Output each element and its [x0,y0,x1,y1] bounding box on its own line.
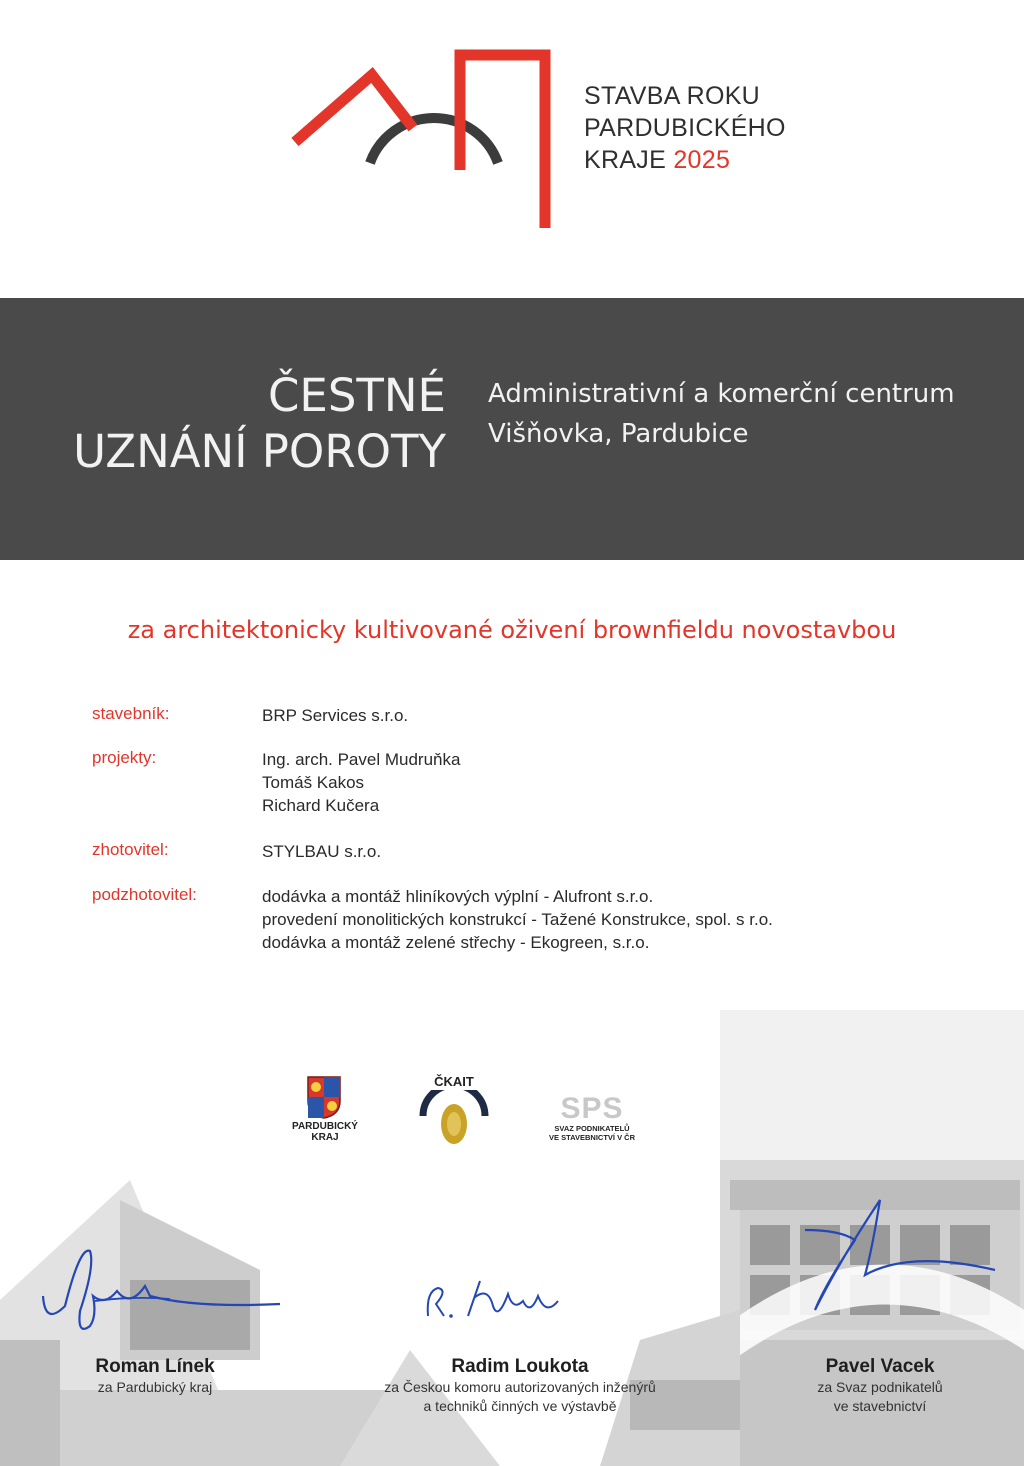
award-title-line1: ČESTNÉ [267,369,446,422]
subcontractor-2: provedení monolitických konstrukcí - Tažené Konstrukce, spol. s r.o. [262,910,773,929]
award-title [73,368,446,480]
signatory-name: Pavel Vacek [825,1356,935,1377]
sps-logo: SPS [560,1092,624,1125]
award-title-line2: UZNÁNÍ POROTY [73,425,446,478]
crest-icon [306,1075,342,1119]
region-logo-line1: PARDUBICKÝ [292,1121,358,1132]
signatory-name: Radim Loukota [451,1356,589,1377]
signatory-loukota [330,1356,710,1416]
region-logo-text [280,1121,370,1143]
signature-vacek [800,1190,1000,1320]
event-name-line2: PARDUBICKÉHO [584,114,786,142]
sps-line1: SVAZ PODNIKATELŮ [554,1124,630,1133]
event-year: 2025 [673,146,731,174]
award-citation: za architektonicky kultivované oživení brownfieldu novostavbou [127,616,897,644]
contractor-value: STYLBAU s.r.o. [262,842,382,861]
signatory-role-line2: a techniků činných ve výstavbě [423,1398,617,1414]
sps-logo-text [536,1124,648,1142]
subcontractor-label: podzhotovitel: [92,885,197,904]
signatory-role-line2: ve stavebnictví [833,1398,927,1414]
event-name-line3: KRAJE [584,146,667,174]
lion-seal-icon [419,1090,489,1148]
signatory-vacek [780,1356,980,1416]
subcontractor-1: dodávka a montáž hliníkových výplní - Alufront s.r.o. [262,887,654,906]
ckait-logo-text: ČKAIT [434,1074,474,1089]
designer-2: Tomáš Kakos [262,773,365,792]
signatory-role-line1: za Českou komoru autorizovaných inženýrů [384,1379,656,1395]
signatory-linek [40,1356,270,1397]
sps-line2: VE STAVEBNICTVÍ V ČR [549,1133,635,1142]
project-name [488,374,955,454]
event-logo-text [584,80,786,176]
house-arch-logo-icon [285,45,560,235]
region-logo-line2: KRAJ [311,1132,339,1143]
design-label: projekty: [92,748,157,767]
signatory-name: Roman Línek [95,1356,215,1377]
event-name-line1: STAVBA ROKU [584,82,761,110]
builder-label: stavebník: [92,704,170,723]
builder-value: BRP Services s.r.o. [262,706,409,725]
signatory-role-line1: za Svaz podnikatelů [817,1379,943,1395]
subcontractor-values [262,885,773,954]
signature-linek [35,1236,285,1346]
designer-3: Richard Kučera [262,796,380,815]
designer-1: Ing. arch. Pavel Mudruňka [262,750,461,769]
project-name-line1: Administrativní a komerční centrum [488,379,955,409]
signatory-role: za Pardubický kraj [97,1379,213,1395]
design-values [262,748,460,817]
contractor-label: zhotovitel: [92,840,169,859]
project-name-line2: Višňovka, Pardubice [488,419,749,449]
signature-loukota [418,1276,568,1326]
subcontractor-3: dodávka a montáž zelené střechy - Ekogreen, s.r.o. [262,933,650,952]
